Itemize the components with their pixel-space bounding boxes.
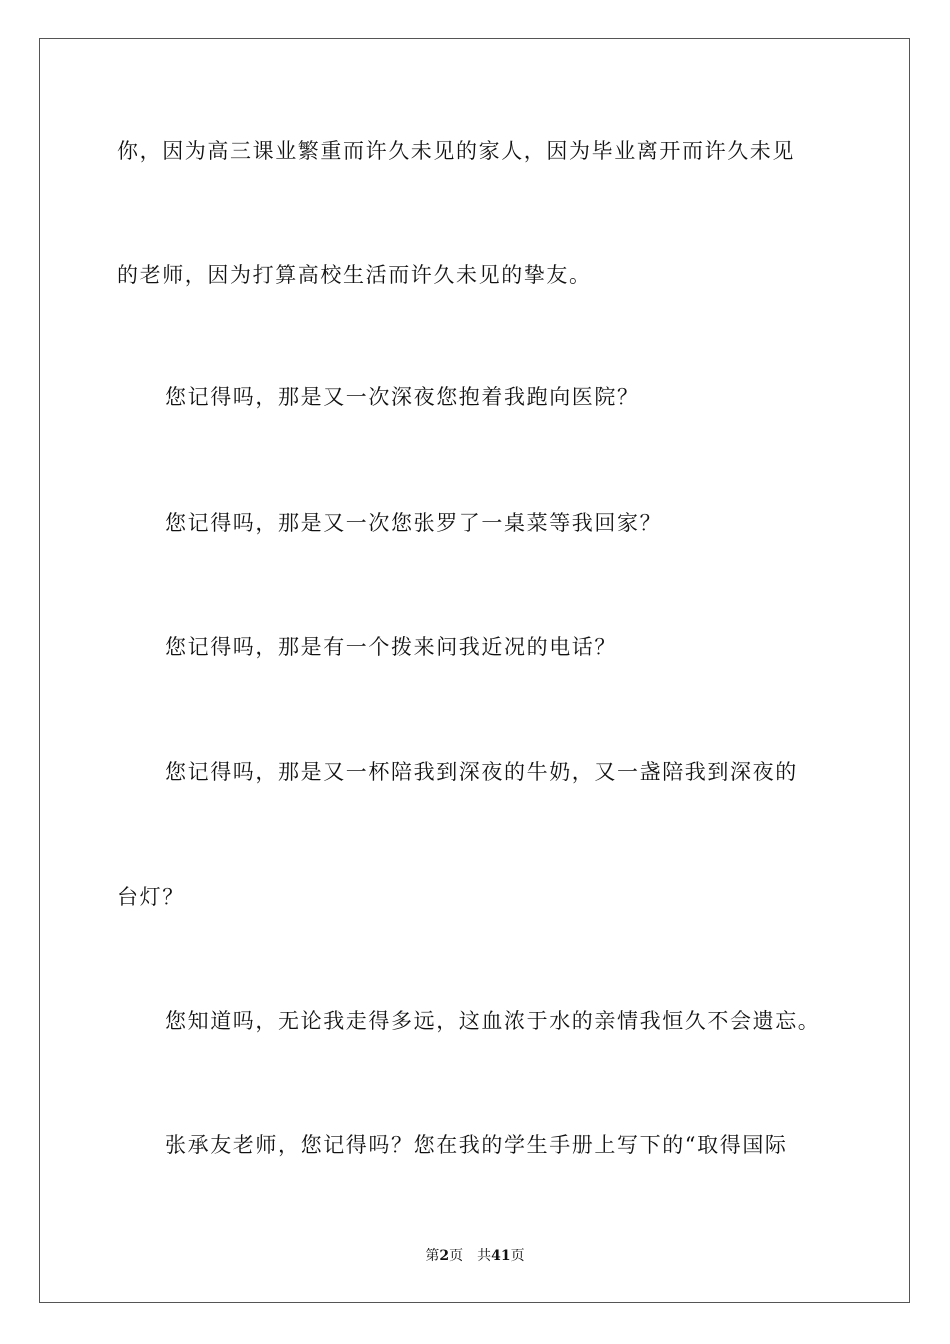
total-pages: 41 (491, 1248, 511, 1264)
text-line-2: 的老师，因为打算高校生活而许久未见的挚友。 (117, 263, 592, 287)
text-line-7: 台灯？ (117, 885, 185, 909)
page-suffix: 页 (449, 1248, 464, 1264)
text-line-5: 您记得吗，那是有一个拨来问我近况的电话？ (165, 635, 617, 659)
text-line-4: 您记得吗，那是又一次您张罗了一桌菜等我回家？ (165, 511, 663, 535)
page-prefix: 第 (425, 1248, 440, 1264)
text-line-8: 您知道吗，无论我走得多远，这血浓于水的亲情我恒久不会遗忘。 (165, 1009, 821, 1033)
text-line-9: 张承友老师，您记得吗？您在我的学生手册上写下的“取得国际 (165, 1133, 788, 1157)
text-line-6: 您记得吗，那是又一杯陪我到深夜的牛奶，又一盏陪我到深夜的 (165, 760, 798, 784)
page-frame (39, 38, 910, 1303)
total-prefix: 共 (477, 1248, 492, 1264)
total-suffix: 页 (510, 1248, 525, 1264)
text-line-3: 您记得吗，那是又一次深夜您抱着我跑向医院？ (165, 385, 640, 409)
page-number: 2 (439, 1248, 450, 1264)
page-footer (0, 1246, 950, 1266)
text-line-1: 你，因为高三课业繁重而许久未见的家人，因为毕业离开而许久未见 (117, 139, 795, 163)
